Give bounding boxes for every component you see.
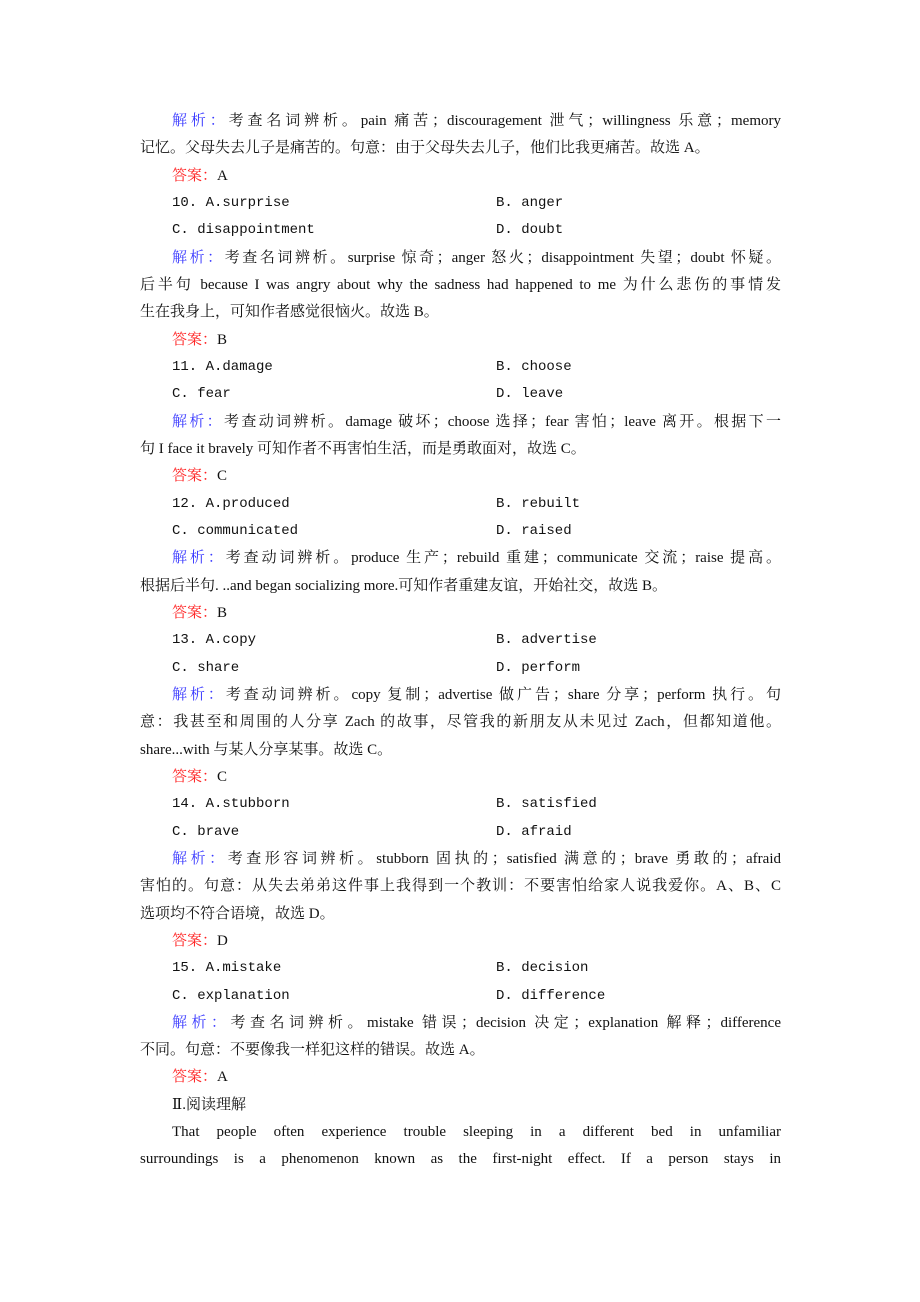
analysis-line [140, 901, 781, 928]
options-row [140, 627, 781, 654]
analysis-text: 选项均不符合语境，故选 D。 [140, 905, 335, 922]
document-page [140, 108, 781, 1174]
analysis-text: 考查动词辨析。damage 破坏；choose 选择；fear 害怕；leave 离开。根据下一 [224, 413, 781, 430]
analysis-label: 解析： [172, 686, 226, 703]
options-row [140, 983, 781, 1010]
analysis-line [140, 245, 781, 272]
analysis-label: 解析： [172, 850, 228, 867]
analysis-text: 后半句 because I was angry about why the sadness had happened to me 为什么悲伤的事情发 [140, 276, 781, 293]
answer-line [140, 327, 781, 354]
option-right: D. difference [496, 987, 606, 1004]
options-row [140, 819, 781, 846]
options-row [140, 955, 781, 982]
answer-line [140, 928, 781, 955]
option-left: C. fear [172, 386, 231, 403]
analysis-text: 意：我甚至和周围的人分享 Zach 的故事，尽管我的新朋友从未见过 Zach，但都知道他。 [140, 714, 781, 731]
analysis-text: 考查名词辨析。mistake 错误；decision 决定；explanation 解释；difference [230, 1014, 781, 1031]
option-left: C. explanation [172, 987, 290, 1004]
analysis-text: 考查动词辨析。produce 生产；rebuild 重建；communicate 交流；raise 提高。 [225, 550, 781, 567]
option-right: B. decision [496, 960, 589, 977]
answer-line [140, 163, 781, 190]
analysis-line [140, 709, 781, 736]
answer-label: 答案： [172, 468, 218, 485]
answer-line [140, 463, 781, 490]
analysis-line [140, 409, 781, 436]
analysis-line [140, 108, 781, 135]
options-row [140, 381, 781, 408]
analysis-line [140, 299, 781, 326]
answer-line [140, 764, 781, 791]
option-left: 11. A.damage [172, 358, 273, 375]
analysis-label: 解析： [172, 249, 225, 266]
option-right: B. anger [496, 194, 564, 211]
analysis-line [140, 135, 781, 162]
answer-value: A [217, 1069, 228, 1086]
passage-text: That people often experience trouble sleeping in a different bed in unfamiliar [172, 1124, 781, 1141]
analysis-text: share...with 与某人分享某事。故选 C。 [140, 741, 393, 758]
option-left: 13. A.copy [172, 632, 257, 649]
analysis-line [140, 1037, 781, 1064]
option-left: 14. A.stubborn [172, 796, 290, 813]
option-left: C. disappointment [172, 222, 315, 239]
options-row [140, 354, 781, 381]
options-row [140, 491, 781, 518]
analysis-text: 考查形容词辨析。stubborn 固执的；satisfied 满意的；brave 勇敢的；afraid [227, 850, 781, 867]
answer-value: C [217, 768, 228, 785]
option-left: 12. A.produced [172, 495, 290, 512]
analysis-line [140, 873, 781, 900]
answer-value: B [217, 604, 228, 621]
options-row [140, 518, 781, 545]
option-left: 10. A.surprise [172, 194, 290, 211]
answer-value: A [217, 167, 228, 184]
analysis-line [140, 272, 781, 299]
analysis-text: 考查名词辨析。pain 痛苦；discouragement 泄气；willingness 乐意；memory [228, 113, 781, 129]
analysis-label: 解析： [172, 1014, 231, 1031]
passage-line [140, 1146, 781, 1173]
options-row [140, 791, 781, 818]
analysis-line [140, 682, 781, 709]
answer-value: D [217, 932, 228, 949]
option-right: B. advertise [496, 632, 597, 649]
options-row [140, 655, 781, 682]
option-right: D. leave [496, 386, 564, 403]
answer-value: B [217, 331, 228, 348]
options-row [140, 217, 781, 244]
option-left: C. brave [172, 823, 240, 840]
analysis-label: 解析： [172, 550, 226, 567]
option-right: D. raised [496, 522, 572, 539]
analysis-text: 生在我身上，可知作者感觉很恼火。故选 B。 [140, 304, 439, 321]
answer-label: 答案： [172, 932, 218, 949]
analysis-line [140, 545, 781, 572]
analysis-text: 句 I face it bravely 可知作者不再害怕生活，而是勇敢面对，故选 C。 [140, 440, 586, 457]
answer-label: 答案： [172, 604, 218, 621]
analysis-text: 记忆。父母失去儿子是痛苦的。句意：由于父母失去儿子，他们比我更痛苦。故选 A。 [140, 140, 710, 157]
options-row [140, 190, 781, 217]
option-left: C. share [172, 659, 240, 676]
analysis-text: 考查动词辨析。copy 复制；advertise 做广告；share 分享；perform 执行。句 [225, 686, 781, 703]
option-right: B. choose [496, 358, 572, 375]
answer-line [140, 1064, 781, 1091]
analysis-line [140, 573, 781, 600]
option-right: B. rebuilt [496, 495, 581, 512]
section-heading: Ⅱ.阅读理解 [172, 1096, 246, 1113]
analysis-label: 解析： [172, 413, 225, 430]
analysis-line [140, 436, 781, 463]
analysis-line [140, 846, 781, 873]
passage-text: surroundings is a phenomenon known as the first-night effect. If a person stays in [140, 1151, 781, 1168]
answer-label: 答案： [172, 331, 218, 348]
answer-label: 答案： [172, 167, 218, 184]
analysis-line [140, 737, 781, 764]
option-left: C. communicated [172, 522, 299, 539]
option-left: 15. A.mistake [172, 960, 282, 977]
analysis-label: 解析： [172, 113, 229, 129]
option-right: D. perform [496, 659, 581, 676]
answer-label: 答案： [172, 1069, 218, 1086]
analysis-text: 考查名词辨析。surprise 惊奇；anger 怒火；disappointment 失望；doubt 怀疑。 [224, 249, 781, 266]
analysis-text: 根据后半句. ..and began socializing more.可知作者重建友谊，开始社交，故选 B。 [140, 577, 668, 594]
answer-line [140, 600, 781, 627]
answer-value: C [217, 468, 228, 485]
option-right: B. satisfied [496, 796, 597, 813]
analysis-line [140, 1010, 781, 1037]
analysis-text: 害怕的。句意：从失去弟弟这件事上我得到一个教训：不要害怕给家人说我爱你。A、B、C [140, 878, 781, 895]
answer-label: 答案： [172, 768, 218, 785]
passage-line [140, 1119, 781, 1146]
analysis-text: 不同。句意：不要像我一样犯这样的错误。故选 A。 [140, 1042, 485, 1059]
option-right: D. afraid [496, 823, 572, 840]
option-right: D. doubt [496, 222, 564, 239]
